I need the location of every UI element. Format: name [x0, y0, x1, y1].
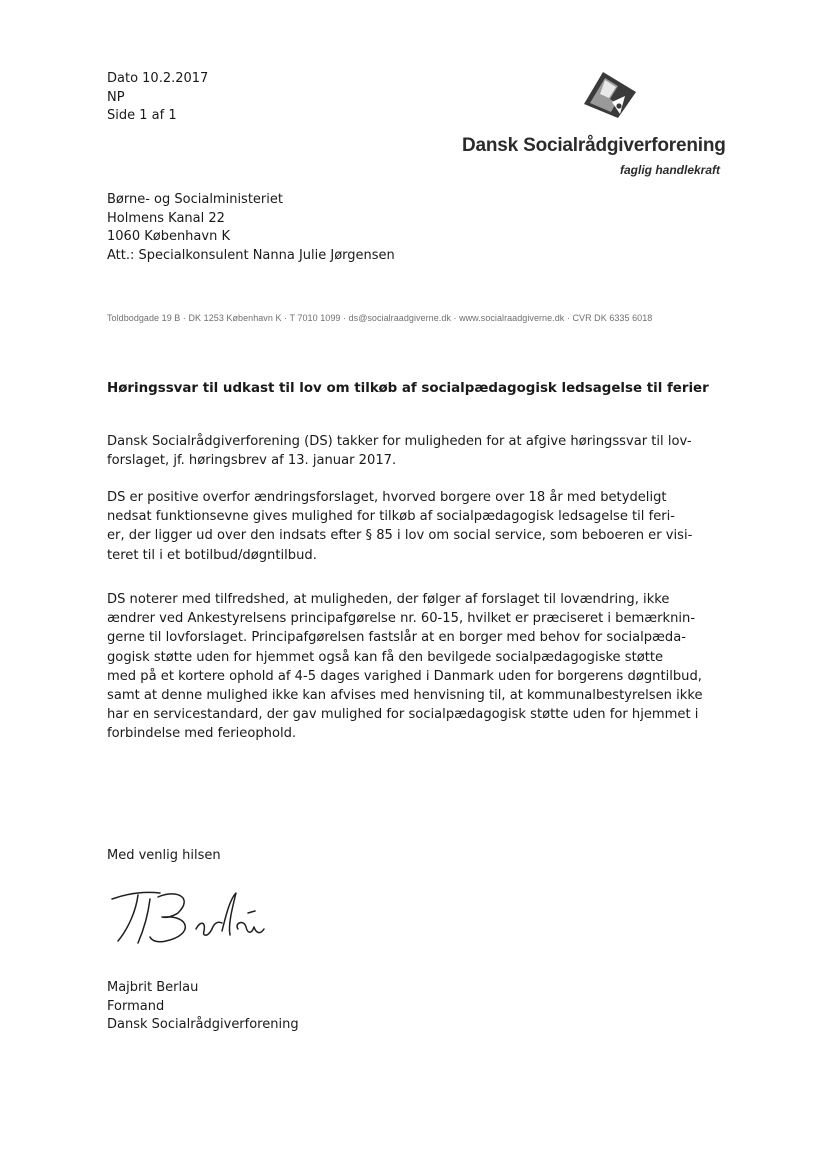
- recipient-line: 1060 København K: [107, 229, 230, 244]
- letter-meta: [107, 70, 208, 126]
- organization-name: Dansk Socialrådgiverforening: [462, 135, 726, 156]
- signature: [108, 885, 270, 949]
- letter-subject: Høringssvar til udkast til lov om tilkøb af socialpædagogisk ledsagelse til ferier: [107, 381, 709, 396]
- text-line: forbindelse med ferieophold.: [107, 726, 297, 742]
- text-line: forslaget, jf. høringsbrev af 13. januar 2017.: [107, 453, 397, 469]
- recipient-line: Att.: Specialkonsulent Nanna Julie Jørgensen: [107, 247, 395, 263]
- recipient-line: Holmens Kanal 22: [107, 210, 225, 226]
- text-line: DS er positive overfor ændringsforslaget, hvorved borgere over 18 år med betydeligt: [107, 490, 667, 505]
- text-line: samt at denne mulighed ikke kan afvises med henvisning til, at kommunalbestyrelsen ikke: [107, 688, 703, 704]
- body-paragraph: [107, 590, 719, 744]
- body-paragraph: [107, 432, 719, 470]
- text-line: har en servicestandard, der gav mulighed for socialpædagogisk støtte uden for hjemmet i: [107, 707, 699, 723]
- sender-block: [107, 979, 299, 1035]
- recipient-line: Børne- og Socialministeriet: [107, 192, 283, 207]
- page-indicator: Side 1 af 1: [107, 108, 177, 123]
- text-line: Dansk Socialrådgiverforening (DS) takker for muligheden for at afgive høringssvar til lov-: [107, 434, 692, 449]
- text-line: teret til i et botilbud/døgntilbud.: [107, 547, 317, 563]
- text-line: med på et kortere ophold af 4-5 dages varighed i Danmark uden for borgerens døgntilbud,: [107, 668, 702, 684]
- date: Dato 10.2.2017: [107, 71, 209, 86]
- text-line: ændrer ved Ankestyrelsens principafgørelse nr. 60-15, hvilket er præciseret i bemærknin-: [107, 611, 696, 627]
- contact-line: Toldbodgade 19 B · DK 1253 København K · T 7010 1099 · ds@socialraadgiverne.dk · www.socialraadgiverne.dk · CVR DK 6335 6018: [107, 313, 653, 323]
- text-line: DS noterer med tilfredshed, at muligheden, der følger af forslaget til lovændring, ikke: [107, 592, 670, 607]
- recipient-address: [107, 191, 395, 265]
- body-paragraph: [107, 488, 719, 565]
- sender-name: Majbrit Berlau: [107, 980, 199, 995]
- text-line: gerne til lovforslaget. Principafgørelsen fastslår at en borger med behov for socialpæda-: [107, 630, 686, 646]
- text-line: er, der ligger ud over den indsats efter § 85 i lov om social service, som beboeren er visi-: [107, 528, 693, 544]
- organization-logo-icon: [576, 68, 642, 122]
- initials: NP: [107, 89, 125, 105]
- organization-tagline: faglig handlekraft: [619, 163, 720, 177]
- closing-salutation: Med venlig hilsen: [107, 848, 221, 863]
- sender-organization: Dansk Socialrådgiverforening: [107, 1017, 299, 1032]
- text-line: nedsat funktionsevne gives mulighed for tilkøb af socialpædagogisk ledsagelse til feri-: [107, 509, 676, 525]
- sender-title: Formand: [107, 998, 165, 1014]
- text-line: gogisk støtte uden for hjemmet også kan få den bevilgede socialpædagogiske støtte: [107, 649, 664, 665]
